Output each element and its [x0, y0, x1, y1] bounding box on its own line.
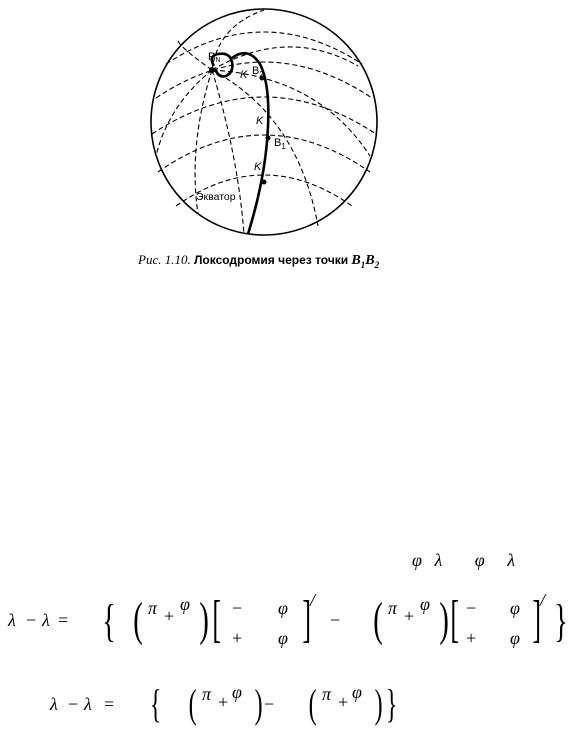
caption-title: Локсодромия через точки	[193, 253, 349, 267]
b2-label: B	[252, 65, 260, 77]
k-label-1: K	[240, 69, 248, 81]
point-b1	[266, 136, 271, 141]
meridian-line	[156, 70, 212, 156]
left-brace: {	[102, 595, 116, 646]
k-label-2: K	[256, 115, 264, 127]
svg-text:B1: $B_1$	[274, 137, 286, 151]
svg-text:B2: $B_2$	[252, 65, 264, 79]
loxodrome-globe-figure	[148, 6, 380, 238]
caption-points: $B_1B_2$	[351, 253, 380, 270]
parallel-line	[152, 97, 376, 134]
parallel-line	[166, 32, 362, 64]
meridian-line	[212, 70, 244, 234]
pole-label: P	[208, 51, 216, 63]
variables-line: φ λ φ λ	[412, 550, 516, 570]
globe-outline	[151, 9, 377, 235]
meridian-line	[178, 40, 212, 70]
pole-point	[209, 67, 215, 73]
graticule	[152, 10, 376, 234]
equator-label: Экватор	[196, 191, 236, 203]
figure-caption	[138, 252, 379, 270]
svg-text:PN: PN	[208, 51, 221, 64]
k-label-3: K	[254, 161, 262, 173]
point-k	[262, 180, 267, 185]
meridian-line	[212, 47, 358, 70]
formula-line-1: λ − λ = { ( π + φ ) [ − φ + φ ] / − ( π + φ ) [ − φ + φ ] / }	[8, 590, 568, 648]
formula-line-2: λ − λ = { ( π + φ ) − ( π + φ ) }	[50, 681, 398, 726]
right-brace: }	[554, 595, 568, 646]
caption-prefix: Рис. 1.10.	[138, 252, 191, 267]
b1-label: B	[274, 137, 282, 149]
